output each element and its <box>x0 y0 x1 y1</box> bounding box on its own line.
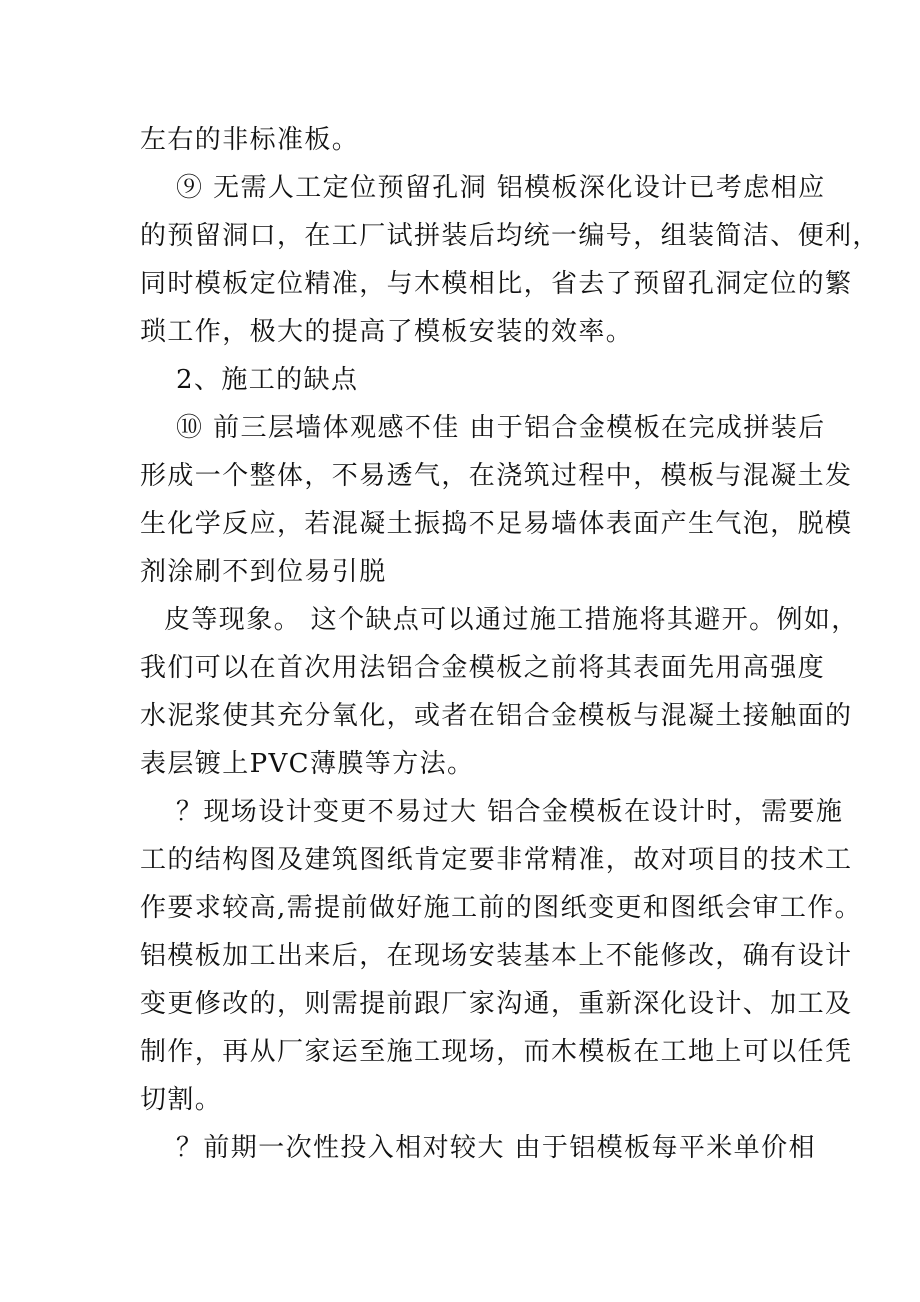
text-line: 左右的非标准板。 <box>140 125 360 155</box>
text-line: 生化学反应，若混凝土振捣不足易墙体表面产生气泡，脱模 <box>140 509 853 539</box>
text-line: 制作，再从厂家运至施工现场，而木模板在工地上可以任凭 <box>140 1037 853 1067</box>
text-line: 作要求较高,需提前做好施工前的图纸变更和图纸会审工作。 <box>140 893 863 923</box>
text-line: 剂涂刷不到位易引脱 <box>140 557 387 587</box>
text-line: ？现场设计变更不易过大 铝合金模板在设计时，需要施 <box>176 797 844 827</box>
text-line: 同时模板定位精准，与木模相比，省去了预留孔洞定位的繁 <box>140 269 853 299</box>
text-line: 切割。 <box>140 1085 223 1115</box>
text-line: 我们可以在首次用法铝合金模板之前将其表面先用高强度 <box>140 653 826 683</box>
text-line: 工的结构图及建筑图纸肯定要非常精准，故对项目的技术工 <box>140 845 853 875</box>
text-line: 水泥浆使其充分氧化，或者在铝合金模板与混凝土接触面的 <box>140 701 853 731</box>
text-line: 的预留洞口，在工厂试拼装后均统一编号，组装简洁、便利， <box>140 221 880 251</box>
text-line: 皮等现象。 这个缺点可以通过施工措施将其避开。例如， <box>164 605 859 635</box>
text-line: 琐工作，极大的提高了模板安装的效率。 <box>140 317 634 347</box>
section-heading: 2、施工的缺点 <box>176 365 359 395</box>
text-line: 铝模板加工出来后，在现场安装基本上不能修改，确有设计 <box>140 941 853 971</box>
text-line: 表层镀上PVC薄膜等方法。 <box>140 749 475 779</box>
text-line: 形成一个整体，不易透气，在浇筑过程中，模板与混凝土发 <box>140 461 853 491</box>
text-line: ？前期一次性投入相对较大 由于铝模板每平米单价相 <box>176 1133 816 1163</box>
text-line: ⑩ 前三层墙体观感不佳 由于铝合金模板在完成拼装后 <box>176 413 826 443</box>
text-line: ⑨ 无需人工定位预留孔洞 铝模板深化设计已考虑相应 <box>176 173 826 203</box>
text-line: 变更修改的，则需提前跟厂家沟通，重新深化设计、加工及 <box>140 989 853 1019</box>
